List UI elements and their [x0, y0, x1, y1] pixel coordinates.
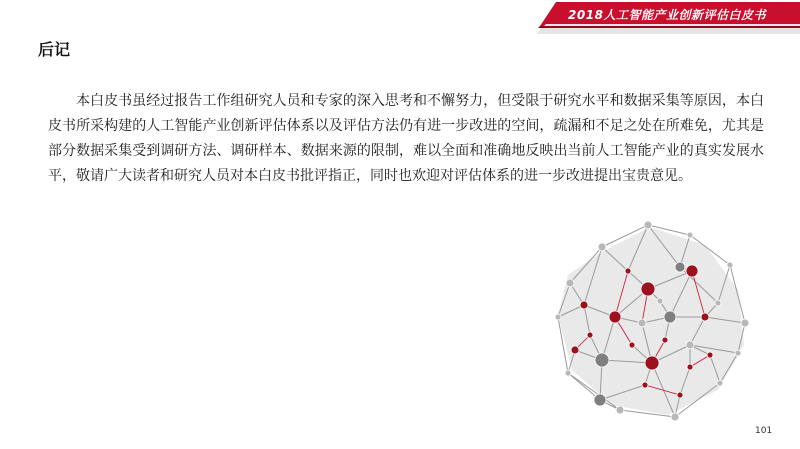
network-graph-icon: [540, 205, 760, 425]
network-node: [727, 262, 733, 268]
network-node: [580, 301, 588, 309]
network-node: [707, 352, 713, 358]
network-node: [741, 319, 749, 327]
network-node: [657, 298, 663, 304]
network-node: [715, 300, 721, 306]
network-node: [566, 279, 574, 287]
network-node: [598, 243, 606, 251]
banner-title: 2018人工智能产业创新评估白皮书: [568, 8, 766, 22]
network-node: [686, 265, 698, 277]
body-paragraph: 本白皮书虽经过报告工作组研究人员和专家的深入思考和不懈努力，但受限于研究水平和数据采集等原因，本白皮书所采构建的人工智能产业创新评估体系以及评估方法仍有进一步改进的空间，疏漏和不足之处在所难免，尤其是部分数据采集受到调研方法、调研样本、数据来源的限制，难以全面和准确地反映出当前人工智能产业的真实发展水平，敬请广大读者和研究人员对本白皮书批评指正，同时也欢迎对评估体系的进一步改进提出宝贵意见。: [48, 93, 764, 184]
network-node: [587, 332, 593, 338]
network-node: [662, 337, 668, 343]
network-node: [664, 311, 676, 323]
network-node: [671, 413, 679, 421]
header-banner: [500, 0, 800, 34]
network-node: [555, 314, 561, 320]
page-title: 后记: [38, 40, 71, 59]
network-node: [594, 394, 606, 406]
network-node: [642, 382, 648, 388]
network-node: [609, 311, 621, 323]
network-node: [638, 319, 646, 327]
network-node: [687, 364, 693, 370]
network-node: [616, 406, 624, 414]
page-number: 101: [755, 426, 773, 436]
network-node: [641, 282, 655, 296]
network-node: [645, 356, 659, 370]
network-node: [675, 262, 685, 272]
network-node: [571, 346, 579, 354]
network-node: [677, 392, 683, 398]
network-node: [595, 353, 609, 367]
network-node: [686, 341, 694, 349]
network-node: [644, 221, 652, 229]
network-node: [717, 380, 723, 386]
network-node: [687, 232, 693, 238]
network-node: [629, 342, 635, 348]
network-node: [701, 313, 709, 321]
network-node: [735, 350, 741, 356]
network-node: [625, 268, 631, 274]
network-node: [565, 370, 571, 376]
